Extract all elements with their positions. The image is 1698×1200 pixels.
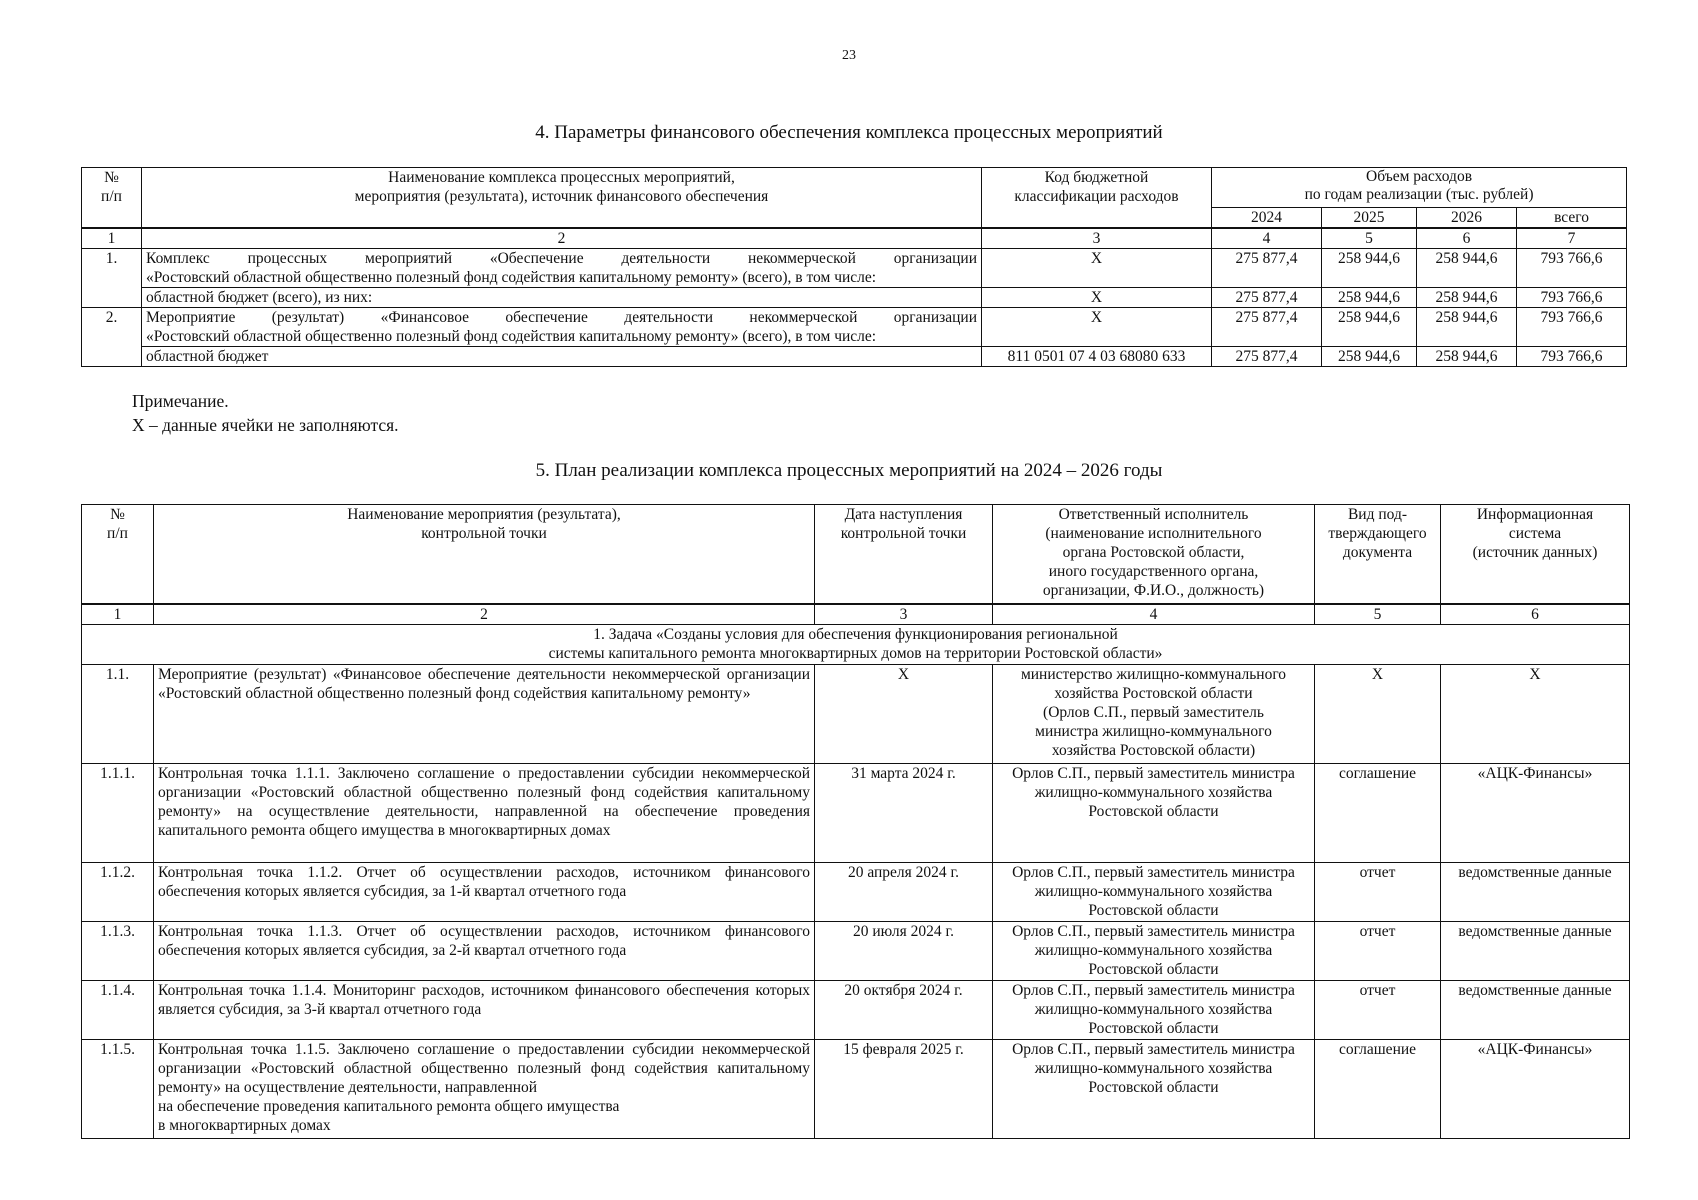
header-info-system: Информационная система (источник данных) xyxy=(1441,505,1630,604)
table-row xyxy=(82,249,1627,288)
col-number: 2 xyxy=(142,228,982,249)
row-number: 1.1.3. xyxy=(82,921,154,980)
table-row xyxy=(82,921,1630,980)
row-sub-value: 793 766,6 xyxy=(1517,347,1627,367)
row-value: 258 944,6 xyxy=(1417,249,1517,288)
col-number: 1 xyxy=(82,228,142,249)
col-number: 4 xyxy=(993,604,1315,625)
col-number: 1 xyxy=(82,604,154,625)
row-number: 1.1.1. xyxy=(82,763,154,862)
row-number: 1. xyxy=(82,249,142,308)
financing-table xyxy=(81,167,1627,367)
row-value: 258 944,6 xyxy=(1322,249,1417,288)
table-row xyxy=(82,308,1627,347)
row-date: 20 июля 2024 г. xyxy=(815,921,993,980)
row-info-system: ведомственные данные xyxy=(1441,862,1630,921)
row-value: 793 766,6 xyxy=(1517,249,1627,288)
row-responsible: Орлов С.П., первый заместитель министра жилищно-коммунального хозяйства Ростовской области xyxy=(993,862,1315,921)
header-year: 2024 xyxy=(1212,208,1322,229)
table-row xyxy=(82,1039,1630,1138)
row-sub-value: 258 944,6 xyxy=(1417,347,1517,367)
section-4-title: 4. Параметры финансового обеспечения комплекса процессных мероприятий xyxy=(535,122,1163,143)
row-sub-value: 258 944,6 xyxy=(1417,288,1517,308)
row-date: 20 апреля 2024 г. xyxy=(815,862,993,921)
implementation-plan-table xyxy=(81,504,1630,1139)
row-value: 275 877,4 xyxy=(1212,249,1322,288)
row-number: 2. xyxy=(82,308,142,367)
row-document: отчет xyxy=(1315,862,1441,921)
header-year-total: всего xyxy=(1517,208,1627,229)
row-name-lead: Комплекс процессных мероприятий «Обеспечение деятельности некоммерческой организации xyxy=(146,250,977,267)
header-document: Вид под- тверждающего документа xyxy=(1315,505,1441,604)
row-info-system: ведомственные данные xyxy=(1441,921,1630,980)
col-number: 4 xyxy=(1212,228,1322,249)
row-name: Контрольная точка 1.1.5. Заключено соглашение о предоставлении субсидии некоммерческой организации «Ростовский областной общественно полезный фонд содействия капитальному ремонту» на осуществление деятельности, направленной на обеспечение проведения капитального ремонта общего имущества в многоквартирных домах xyxy=(154,1039,815,1138)
col-number: 5 xyxy=(1322,228,1417,249)
row-sub-value: 275 877,4 xyxy=(1212,288,1322,308)
row-name: Контрольная точка 1.1.1. Заключено соглашение о предоставлении субсидии некоммерческой организации «Ростовский областной общественно полезный фонд содействия капитальному ремонту» на осуществление деятельности, направленной на обеспечение проведения капитального ремонта общего имущества в многоквартирных домах xyxy=(154,763,815,862)
task-title: 1. Задача «Созданы условия для обеспечения функционирования региональной системы капитального ремонта многоквартирных домов на территории Ростовской области» xyxy=(82,624,1630,664)
header-code: Код бюджетной классификации расходов xyxy=(982,168,1212,229)
col-number: 7 xyxy=(1517,228,1627,249)
page-number: 23 xyxy=(842,48,856,63)
table-row xyxy=(82,763,1630,862)
row-value: 793 766,6 xyxy=(1517,308,1627,347)
note-text: X – данные ячейки не заполняются. xyxy=(132,415,399,435)
row-responsible: Орлов С.П., первый заместитель министра жилищно-коммунального хозяйства Ростовской области xyxy=(993,980,1315,1039)
col-number: 6 xyxy=(1417,228,1517,249)
table-row xyxy=(82,980,1630,1039)
col-number: 3 xyxy=(982,228,1212,249)
col-number: 5 xyxy=(1315,604,1441,625)
row-value: 275 877,4 xyxy=(1212,308,1322,347)
row-sub-name: областной бюджет (всего), из них: xyxy=(142,288,982,308)
row-number: 1.1.4. xyxy=(82,980,154,1039)
row-responsible: Орлов С.П., первый заместитель министра жилищно-коммунального хозяйства Ростовской области xyxy=(993,763,1315,862)
row-document: соглашение xyxy=(1315,1039,1441,1138)
row-name: Контрольная точка 1.1.2. Отчет об осуществлении расходов, источником финансового обеспечения которых является субсидия, за 1-й квартал отчетного года xyxy=(154,862,815,921)
row-info-system: «АЦК-Финансы» xyxy=(1441,763,1630,862)
header-name: Наименование комплекса процессных мероприятий, мероприятия (результата), источник финансового обеспечения xyxy=(142,168,982,229)
row-date: 15 февраля 2025 г. xyxy=(815,1039,993,1138)
row-name: Контрольная точка 1.1.4. Мониторинг расходов, источником финансового обеспечения которых является субсидия, за 3-й квартал отчетного года xyxy=(154,980,815,1039)
header-num: № п/п xyxy=(82,168,142,229)
col-number: 2 xyxy=(154,604,815,625)
row-name: Контрольная точка 1.1.3. Отчет об осуществлении расходов, источником финансового обеспечения которых является субсидия, за 2-й квартал отчетного года xyxy=(154,921,815,980)
col-number: 6 xyxy=(1441,604,1630,625)
row-name-lead: Мероприятие (результат) «Финансовое обеспечение деятельности некоммерческой организации xyxy=(146,309,977,326)
header-num: № п/п xyxy=(82,505,154,604)
row-sub-value: 258 944,6 xyxy=(1322,347,1417,367)
row-sub-value: 793 766,6 xyxy=(1517,288,1627,308)
row-code: X xyxy=(982,308,1212,347)
row-responsible: Орлов С.П., первый заместитель министра жилищно-коммунального хозяйства Ростовской области xyxy=(993,1039,1315,1138)
row-date: 20 октября 2024 г. xyxy=(815,980,993,1039)
col-number: 3 xyxy=(815,604,993,625)
row-document: отчет xyxy=(1315,980,1441,1039)
header-year: 2026 xyxy=(1417,208,1517,229)
row-responsible: министерство жилищно-коммунального хозяйства Ростовской области (Орлов С.П., первый заместитель министра жилищно-коммунального хозяйства Ростовской области) xyxy=(993,664,1315,763)
row-responsible: Орлов С.П., первый заместитель министра жилищно-коммунального хозяйства Ростовской области xyxy=(993,921,1315,980)
header-date: Дата наступления контрольной точки xyxy=(815,505,993,604)
note xyxy=(132,389,399,437)
row-sub-code: 811 0501 07 4 03 68080 633 xyxy=(982,347,1212,367)
row-info-system: «АЦК-Финансы» xyxy=(1441,1039,1630,1138)
row-date: 31 марта 2024 г. xyxy=(815,763,993,862)
row-name-rest: «Ростовский областной общественно полезный фонд содействия капитальному ремонту» (всего), в том числе: xyxy=(146,328,877,345)
row-sub-code: X xyxy=(982,288,1212,308)
note-title: Примечание. xyxy=(132,391,229,411)
row-number: 1.1. xyxy=(82,664,154,763)
row-info-system: ведомственные данные xyxy=(1441,980,1630,1039)
table-row xyxy=(82,288,1627,308)
row-value: 258 944,6 xyxy=(1322,308,1417,347)
row-name: Мероприятие (результат) «Финансовое обеспечение деятельности некоммерческой организации «Ростовский областной общественно полезный фонд содействия капитальному ремонту» xyxy=(154,664,815,763)
header-name: Наименование мероприятия (результата), контрольной точки xyxy=(154,505,815,604)
row-name-rest: «Ростовский областной общественно полезный фонд содействия капитальному ремонту» (всего), в том числе: xyxy=(146,269,877,286)
row-sub-value: 258 944,6 xyxy=(1322,288,1417,308)
section-5-title: 5. План реализации комплекса процессных мероприятий на 2024 – 2026 годы xyxy=(535,460,1163,481)
header-year: 2025 xyxy=(1322,208,1417,229)
row-sub-value: 275 877,4 xyxy=(1212,347,1322,367)
row-document: соглашение xyxy=(1315,763,1441,862)
row-info-system: X xyxy=(1441,664,1630,763)
row-document: отчет xyxy=(1315,921,1441,980)
row-sub-name: областной бюджет xyxy=(142,347,982,367)
row-value: 258 944,6 xyxy=(1417,308,1517,347)
row-number: 1.1.2. xyxy=(82,862,154,921)
row-name xyxy=(142,308,982,347)
header-responsible: Ответственный исполнитель (наименование исполнительного органа Ростовской области, иного государственного органа, организации, Ф.И.О., должность) xyxy=(993,505,1315,604)
header-volume: Объем расходов по годам реализации (тыс. рублей) xyxy=(1212,168,1627,208)
table-row xyxy=(82,862,1630,921)
row-code: X xyxy=(982,249,1212,288)
row-document: X xyxy=(1315,664,1441,763)
table-row xyxy=(82,347,1627,367)
row-date: X xyxy=(815,664,993,763)
table-row xyxy=(82,664,1630,763)
row-name xyxy=(142,249,982,288)
row-number: 1.1.5. xyxy=(82,1039,154,1138)
